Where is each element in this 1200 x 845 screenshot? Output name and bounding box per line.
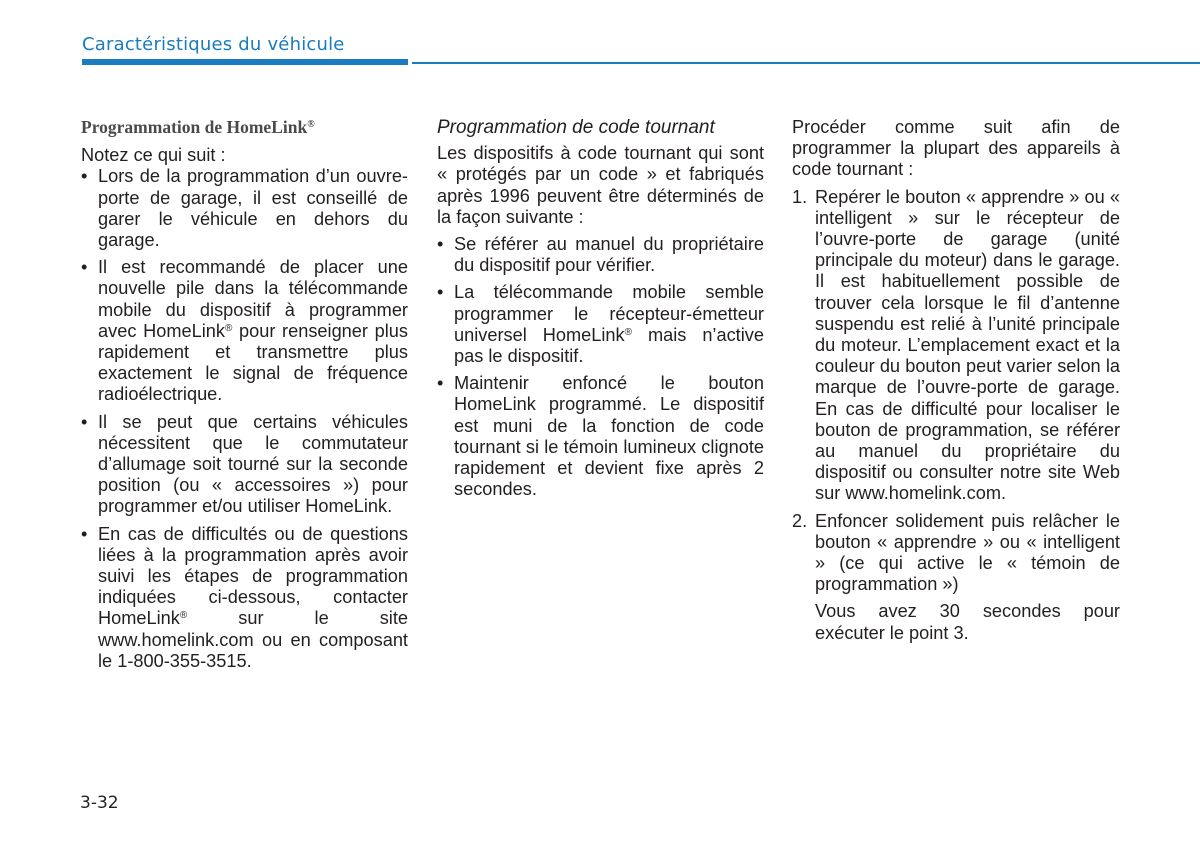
list-item-text: Maintenir enfoncé le bouton HomeLink programmé. Le dispositif est muni de la fonction de code tournant si le témoin lumineux clignote rapidement et devient fixe après 2 secondes. xyxy=(454,373,764,500)
list-item xyxy=(437,373,764,500)
bullet-icon: • xyxy=(81,523,88,544)
intro-text: Notez ce qui suit : xyxy=(81,145,226,166)
list-item xyxy=(437,234,764,276)
list-item-text: sur le site www.homelink.com ou en composant le 1-800-355-3515. xyxy=(98,608,408,671)
list-item-text: La télécommande mobile semble programmer le récepteur-émetteur universel HomeLink xyxy=(454,282,764,345)
step-number: 2. xyxy=(792,510,808,531)
step-number: 1. xyxy=(792,186,808,207)
list-item-text: Il se peut que certains véhicules nécessitent que le commutateur d’allumage soit tourné sur la seconde position (ou « accessoires ») pour programmer et/ou utiliser HomeLink. xyxy=(98,411,408,517)
step-note: Vous avez 30 secondes pour exécuter le point 3. xyxy=(815,601,1120,643)
bullet-icon: • xyxy=(437,282,444,303)
list-item xyxy=(437,282,764,367)
header-rule-thin xyxy=(412,62,1200,64)
list-item-text: pour renseigner plus rapidement et transmettre plus exactement le signal de fréquence radioélectrique. xyxy=(98,320,408,405)
registered-mark: ® xyxy=(179,610,188,622)
intro-text: Les dispositifs à code tournant qui sont « protégés par un code » et fabriqués après 1996 peuvent être déterminés de la façon suivante : xyxy=(437,143,764,227)
header-rule-thick xyxy=(82,59,408,65)
list-item xyxy=(81,412,408,518)
numbered-list xyxy=(792,187,1120,596)
registered-mark: ® xyxy=(224,322,233,334)
list-item xyxy=(81,524,408,672)
intro-text: Procéder comme suit afin de programmer la plupart des appareils à code tournant : xyxy=(792,117,1120,180)
list-item xyxy=(792,187,1120,505)
bullet-icon: • xyxy=(81,166,88,187)
list-item xyxy=(81,257,408,405)
column-2 xyxy=(437,117,764,500)
registered-mark: ® xyxy=(307,119,315,130)
registered-mark: ® xyxy=(624,326,632,338)
list-item-text: Repérer le bouton « apprendre » ou « intelligent » sur le récepteur de l’ouvre-porte de garage (unité principale du moteur) dans le garage. Il est habituellement possible de trouver cela lorsque le fil d’antenne suspendu est relié à l’unité principale du moteur. L’emplacement exact et la couleur du bouton peut varier selon la marque de l’ouvre-porte de garage. En cas de difficulté pour localiser le bouton de programmation, se référer au manuel du propriétaire du dispositif ou consulter notre site Web sur www.homelink.com. xyxy=(815,186,1120,504)
bullet-list xyxy=(437,234,764,500)
bullet-icon: • xyxy=(81,257,88,278)
list-item xyxy=(81,166,408,251)
column-3 xyxy=(792,117,1120,644)
list-item-text: Se référer au manuel du propriétaire du dispositif pour vérifier. xyxy=(454,234,764,276)
header-title: Caractéristiques du véhicule xyxy=(82,34,345,55)
list-item-text: Lors de la programmation d’un ouvre-porte de garage, il est conseillé de garer le véhicule en dehors du garage. xyxy=(98,166,408,251)
bullet-icon: • xyxy=(437,234,444,255)
page-number: 3-32 xyxy=(80,793,119,813)
column-1 xyxy=(81,117,408,672)
section-heading-homelink xyxy=(81,117,408,138)
list-item-text: mais n’active pas le dispositif. xyxy=(454,324,764,367)
list-item-text: Il est recommandé de placer une nouvelle pile dans la télécommande mobile du dispositif à programmer avec HomeLink xyxy=(98,257,408,341)
list-item-text: En cas de difficultés ou de questions liées à la programmation après avoir suivi les étapes de programmation indiquées ci-dessous, contacter HomeLink xyxy=(98,523,408,629)
bullet-icon: • xyxy=(81,411,88,432)
section-heading-rolling-code: Programmation de code tournant xyxy=(437,117,715,138)
bullet-icon: • xyxy=(437,373,444,394)
list-item-text: Enfoncer solidement puis relâcher le bouton « apprendre » ou « intelligent » (ce qui active le « témoin de programmation ») xyxy=(815,510,1120,595)
heading-text: Programmation de HomeLink xyxy=(81,117,308,137)
bullet-list xyxy=(81,166,408,672)
list-item xyxy=(792,511,1120,596)
